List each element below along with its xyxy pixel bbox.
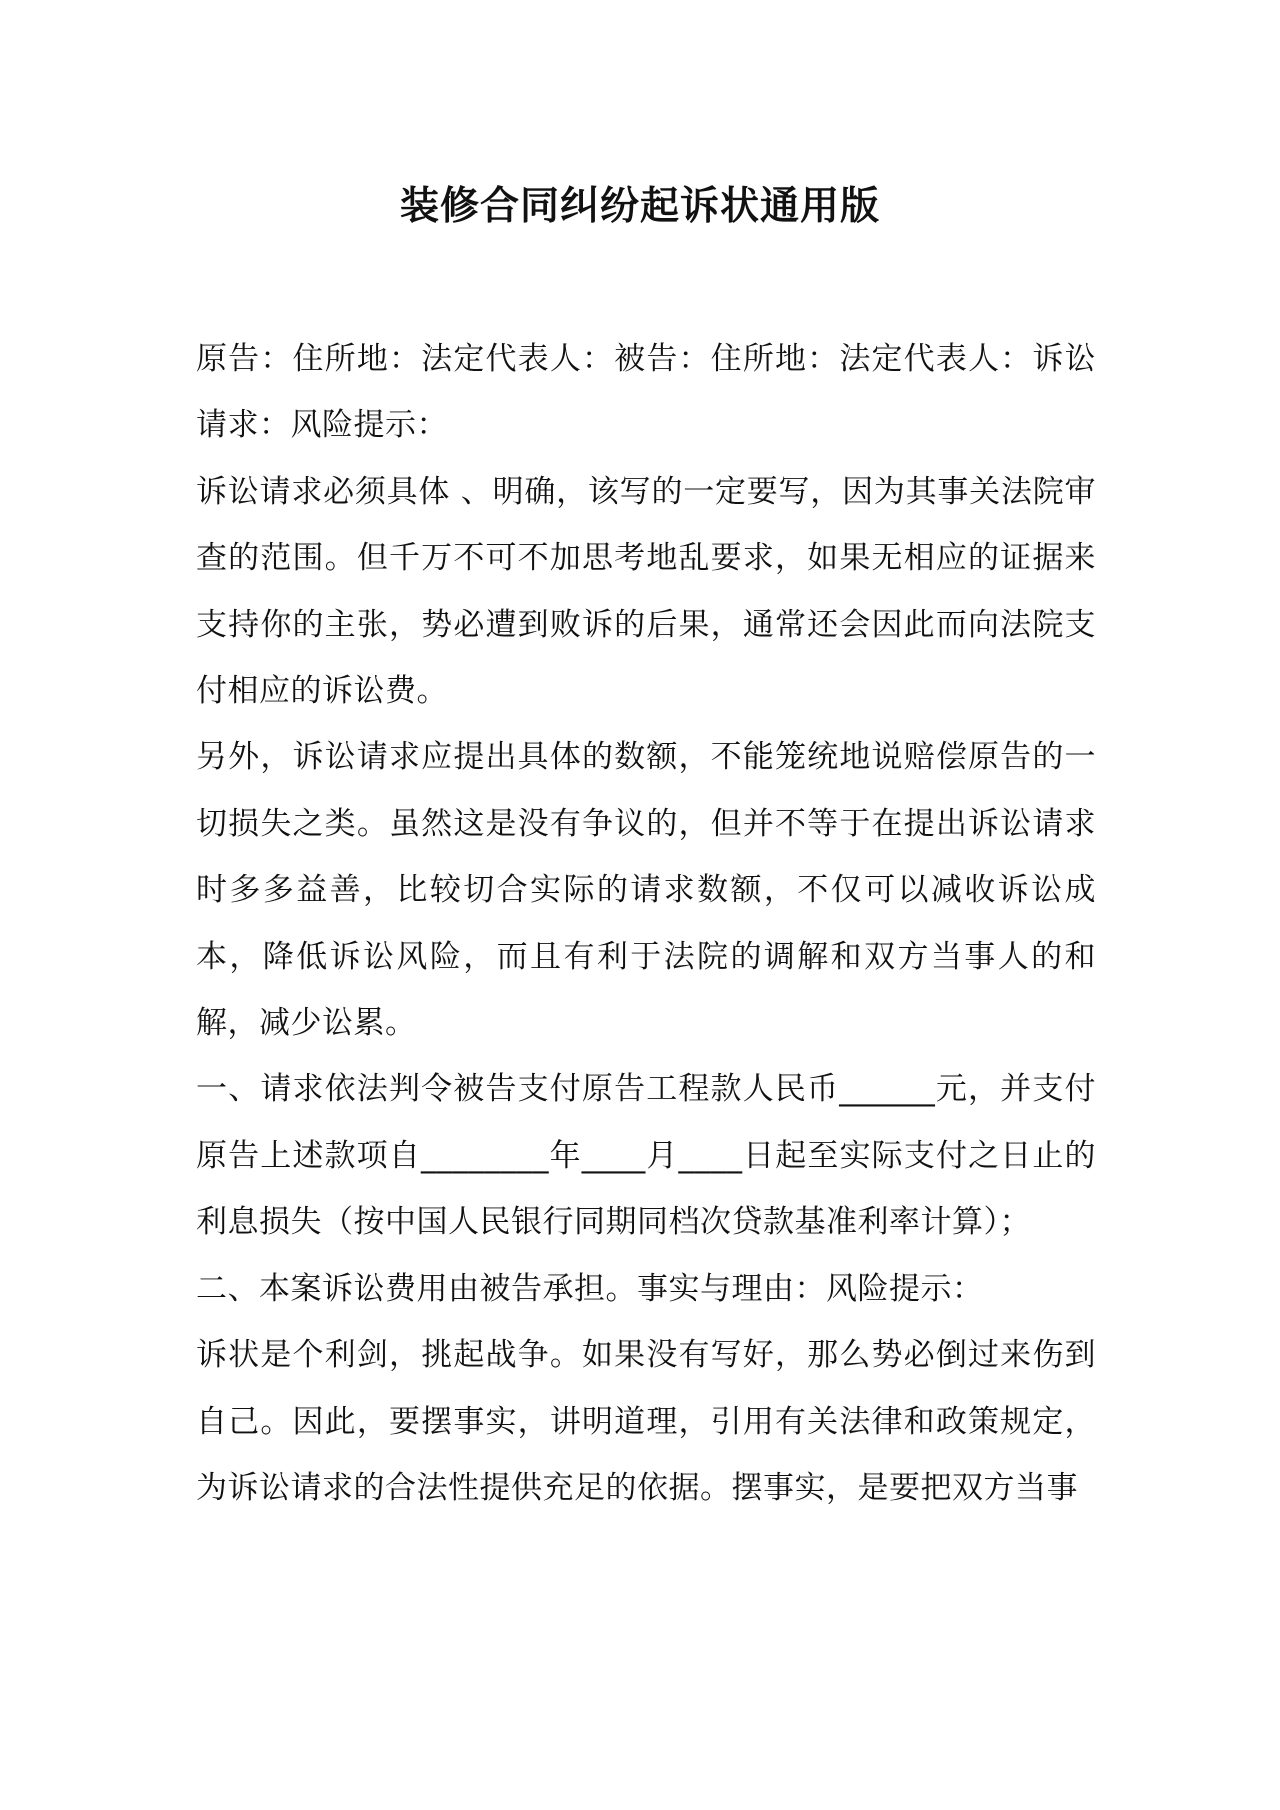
paragraph-risk-note-2: 另外，诉讼请求应提出具体的数额，不能笼统地说赔偿原告的一切损失之类。虽然这是没有争议的，但并不等于在提出诉讼请求时多多益善，比较切合实际的请求数额，不仅可以减收诉讼成本，降低诉讼风险，而且有利于法院的调解和双方当事人的和解，减少讼累。 <box>196 739 1096 1042</box>
document-title: 装修合同纠纷起诉状通用版 <box>399 184 880 229</box>
paragraph-claim-2: 二、本案诉讼费用由被告承担。事实与理由：风险提示： <box>196 1270 984 1307</box>
paragraph-risk-note-1: 诉讼请求必须具体 、明确，该写的一定要写，因为其事关法院审查的范围。但千万不可不加思考地乱要求，如果无相应的证据来支持你的主张，势必遭到败诉的后果，通常还会因此而向法院支付相应的诉讼费。 <box>196 473 1096 710</box>
paragraph-facts-reasons: 诉状是个利剑，挑起战争。如果没有写好，那么势必倒过来伤到自己。因此，要摆事实，讲明道理，引用有关法律和政策规定，为诉讼请求的合法性提供充足的依据。摆事实，是要把双方当事 <box>196 1337 1096 1506</box>
document-body <box>196 326 1096 1521</box>
paragraph-claim-1: 一、请求依法判令被告支付原告工程款人民币______元，并支付原告上述款项自________年____月____日起至实际支付之日止的利息损失（按中国人民银行同期同档次贷款基准利率计算）； <box>196 1071 1096 1241</box>
paragraph-parties: 原告：住所地：法定代表人：被告：住所地：法定代表人：诉讼请求：风险提示： <box>196 341 1096 444</box>
